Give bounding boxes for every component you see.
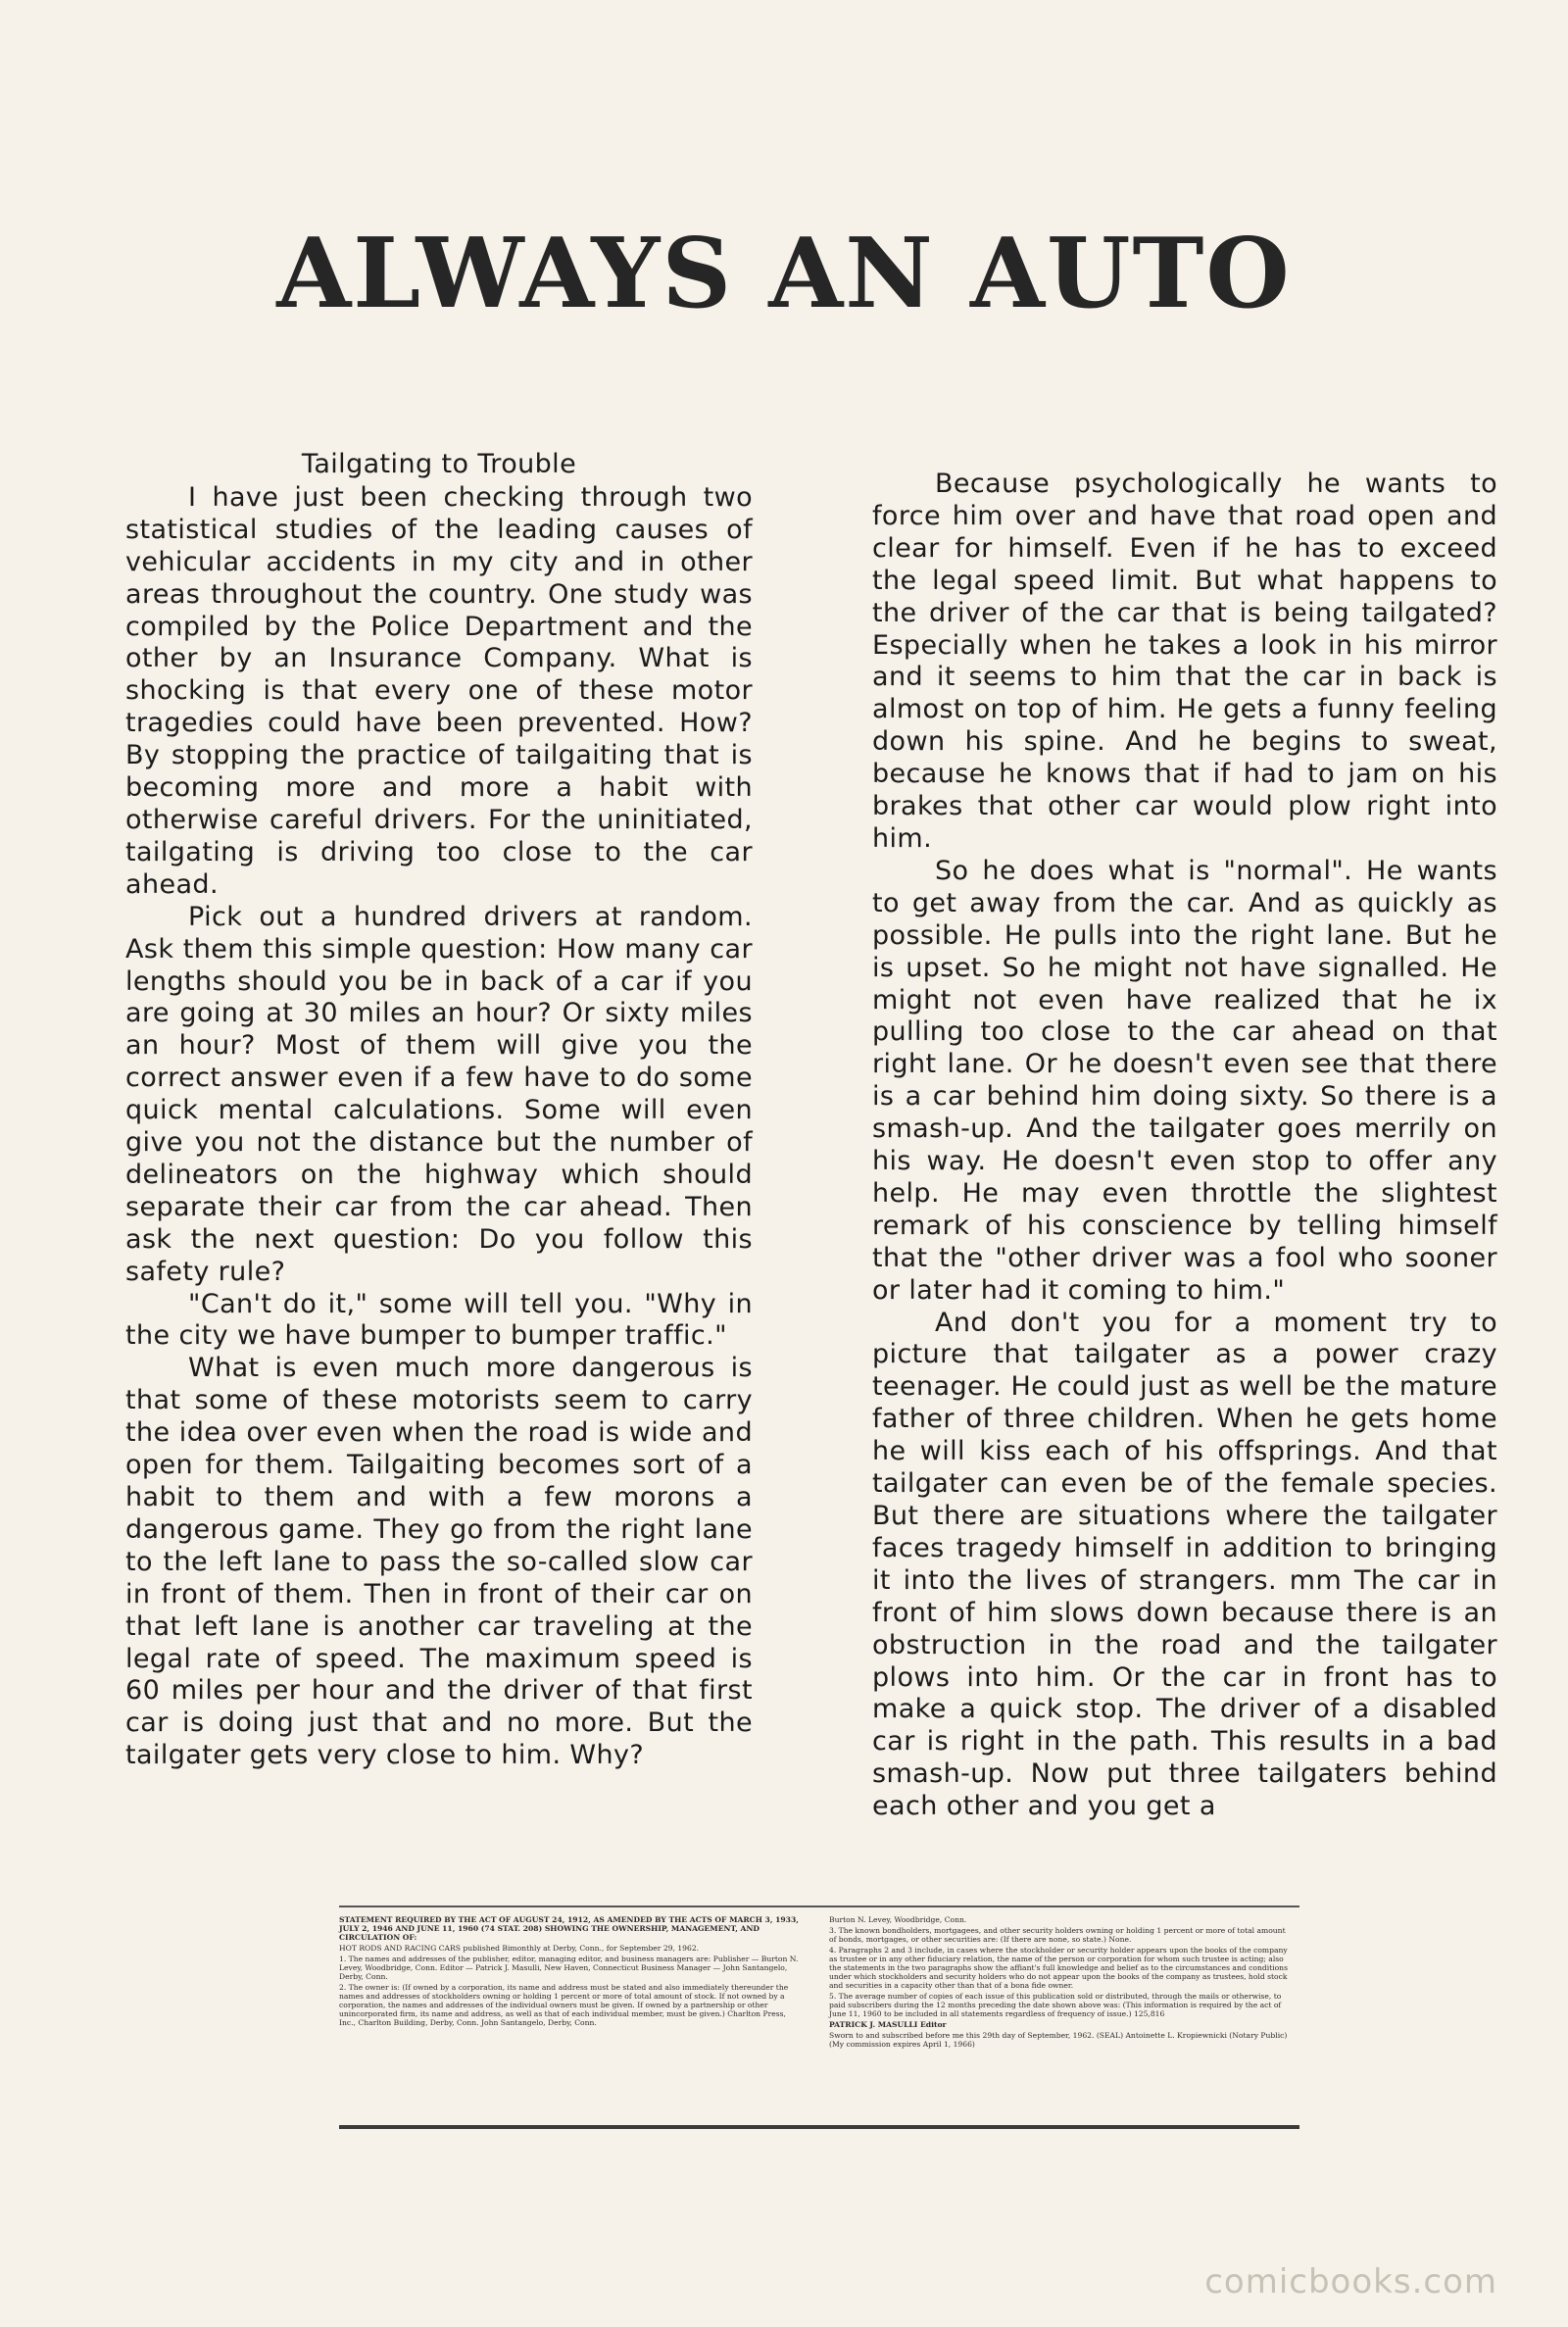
statement-top-rule [339,1906,1299,1907]
statement-paragraph: 5. The average number of copies of each issue of this publication sold or distributed, through the mails or otherwise, to paid subscribers during the 12 months preceding the date shown above was: (This information is required by the act of June 11, 1960 to be included in all statements regardless of frequency of issue.) 125,816 [829,1992,1282,2018]
statement-paragraph: HOT RODS AND RACING CARS published Bimonthly at Derby, Conn., for September 29, 1962. [339,1944,700,1953]
article-paragraph: Because psychologically he wants to force him over and have that road open and clear for himself. Even if he has to exceed the legal speed limit. But what happens to the driver of the car that is being tailgated? Especially when he takes a look in his mirror and it seems to him that the car in back is almost on top of him. He gets a funny feeling down his spine. And he begins to sweat, because he knows that if had to jam on his brakes that other car would plow right into him. [872,469,1497,854]
article-column-right [872,469,1497,1823]
statement-paragraph: 4. Paragraphs 2 and 3 include, in cases where the stockholder or security holder appears upon the books of the company as trustee or in any other fiduciary relation, the name of the person or corporation for whom such trustee is acting; also the statements in the two paragraphs show the affiant's full knowledge and belief as to the circumstances and conditions under which stockholders and security holders who do not appear upon the books of the company as trustees, hold stock and securities in a capacity other than that of a bona fide owner. [829,1946,1288,1990]
statement-column-right [829,1915,1290,2051]
statement-paragraph: 1. The names and addresses of the publisher, editor, managing editor, and business managers are: Publisher — Burton N. Levey, Woodbridge, Conn. Editor — Patrick J. Masulli, New Haven, Connecticut Business Manager — John Santangelo, Derby, Conn. [339,1955,799,1981]
statement-paragraph: 3. The known bondholders, mortgagees, and other security holders owning or holding 1 percent or more of total amount of bonds, mortgages, or other securities are: (If there are none, so state.) None. [829,1926,1286,1944]
article-paragraph: What is even much more dangerous is that some of these motorists seem to carry the idea over even when the road is wide and open for them. Tailgaiting becomes sort of a habit to them and with a few morons a dangerous game. They go from the right lane to the left lane to pass the so-called slow car in front of them. Then in front of their car on that left lane is another car traveling at the legal rate of speed. The maximum speed is 60 miles per hour and the driver of that first car is doing just that and no more. But the tailgater gets very close to him. Why? [125,1353,753,1771]
statement-column-left [339,1915,800,2029]
article-paragraph: And don't you for a moment try to picture that tailgater as a power crazy teenager. He could just as well be the mature father of three children. When he gets home he will kiss each of his offsprings. And that tailgater can even be of the female species. But there are situations where the tailgater faces tragedy himself in addition to bringing it into the lives of strangers. mm The car in front of him slows down because there is an obstruction in the road and the tailgater plows into him. Or the car in front has to make a quick stop. The driver of a disabled car is right in the path. This results in a bad smash-up. Now put three tailgaters behind each other and you get a [872,1307,1497,1822]
statement-heading: STATEMENT REQUIRED BY THE ACT OF AUGUST 24, 1912, AS AMENDED BY THE ACTS OF MARCH 3, 1933, JULY 2, 1946 AND JUNE 11, 1960 (74 STAT. 208) SHOWING THE OWNERSHIP, MANAGEMENT, AND CIRCULATION OF: [339,1915,799,1942]
statement-notary: Sworn to and subscribed before me this 29th day of September, 1962. (SEAL) Antoinette L. Kropiewnicki (Notary Public) (My commission expires April 1, 1966) [829,2031,1288,2049]
page-title: ALWAYS AN AUTO [276,218,1292,330]
article-paragraph: Pick out a hundred drivers at random. Ask them this simple question: How many car lengths should you be in back of a car if you are going at 30 miles an hour? Or sixty miles an hour? Most of them will give you the correct answer even if a few have to do some quick mental calculations. Some will even give you not the distance but the number of delineators on the highway which should separate their car from the car ahead. Then ask the next question: Do you follow this safety rule? [125,901,753,1287]
statement-paragraph: 2. The owner is: (If owned by a corporation, its name and address must be stated and also immediately thereunder the names and addresses of stockholders owning or holding 1 percent or more of total amount of stock. If not owned by a corporation, the names and addresses of the individual owners must be given. If owned by a partnership or other unincorporated firm, its name and address, as well as that of each individual member, must be given.) Charlton Press, Inc., Charlton Building, Derby, Conn. John Santangelo, Derby, Conn. [339,1983,789,2027]
statement-signature: PATRICK J. MASULLI Editor [829,2020,947,2029]
watermark: comicbooks.com [1204,2262,1497,2302]
ownership-statement-box [339,1902,1299,2127]
article-subhead: Tailgating to Trouble [301,449,577,479]
article-paragraph: I have just been checking through two statistical studies of the leading causes of vehicular accidents in my city and in other areas throughout the country. One study was compiled by the Police Department and the other by an Insurance Company. What is shocking is that every one of these motor tragedies could have been prevented. How? By stopping the practice of tailgaiting that is becoming more and more a habit with otherwise careful drivers. For the uninitiated, tailgating is driving too close to the car ahead. [125,481,753,900]
article-paragraph: "Can't do it," some will tell you. "Why in the city we have bumper to bumper traffic." [125,1288,753,1352]
article-column-left [125,449,753,1772]
statement-bottom-rule [339,2125,1299,2129]
article-paragraph: So he does what is "normal". He wants to get away from the car. And as quickly as possible. He pulls into the right lane. But he is upset. So he might not have signalled. He might not even have realized that he ix pulling too close to the car ahead on that right lane. Or he doesn't even see that there is a car behind him doing sixty. So there is a smash-up. And the tailgater goes merrily on his way. He doesn't even stop to offer any help. He may even throttle the slightest remark of his conscience by telling himself that the "other driver was a fool who sooner or later had it coming to him." [872,855,1497,1306]
statement-paragraph: Burton N. Levey, Woodbridge, Conn. [829,1915,967,1924]
